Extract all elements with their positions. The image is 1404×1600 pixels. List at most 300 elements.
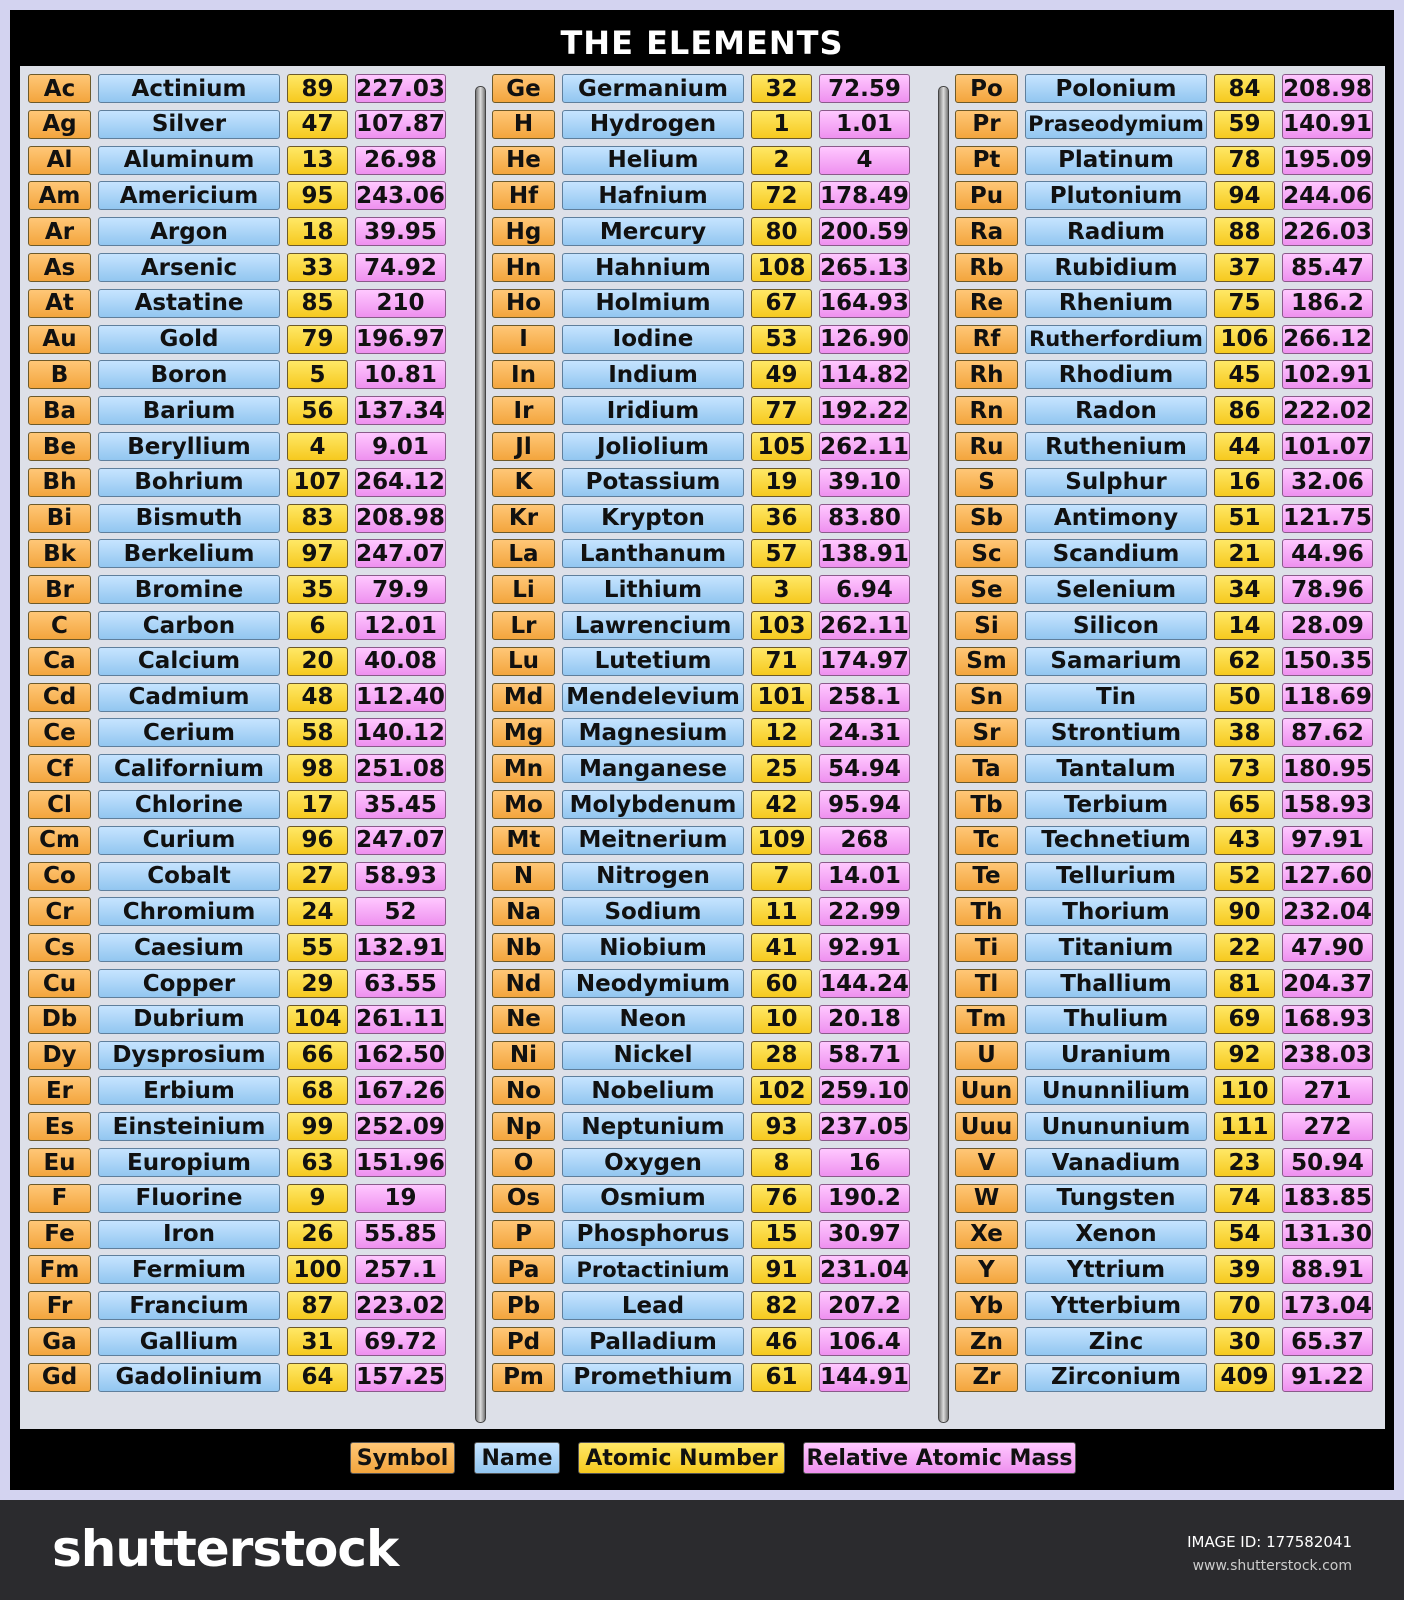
element-symbol: Co	[28, 862, 91, 891]
element-name: Potassium	[562, 468, 744, 497]
element-mass: 9.01	[355, 432, 446, 461]
element-name: Chromium	[98, 897, 280, 926]
element-mass: 85.47	[1282, 253, 1373, 282]
element-symbol: Md	[492, 683, 555, 712]
element-name: Cerium	[98, 718, 280, 747]
element-name: Neon	[562, 1005, 744, 1034]
element-name: Oxygen	[562, 1148, 744, 1177]
element-mass: 247.07	[356, 827, 445, 854]
element-name: Promethium	[562, 1363, 744, 1392]
element-name: Zirconium	[1025, 1363, 1207, 1392]
element-name: Copper	[98, 969, 280, 998]
element-mass: 151.96	[356, 1149, 445, 1176]
element-atomic-number: 68	[287, 1076, 348, 1105]
element-mass: 144.91	[820, 1364, 909, 1391]
element-symbol: Ru	[955, 432, 1018, 461]
element-mass: 1.01	[819, 110, 910, 139]
element-mass: 167.26	[356, 1077, 445, 1104]
element-name: Beryllium	[98, 432, 280, 461]
element-name: Francium	[98, 1291, 280, 1320]
element-atomic-number: 51	[1214, 504, 1275, 533]
element-atomic-number: 11	[751, 897, 812, 926]
element-mass: 164.93	[820, 290, 909, 317]
element-mass: 150.35	[1283, 648, 1372, 675]
element-atomic-number: 28	[751, 1041, 812, 1070]
element-symbol: Ar	[28, 217, 91, 246]
element-atomic-number: 36	[751, 504, 812, 533]
element-mass: 244.06	[1283, 182, 1372, 209]
element-symbol: Jl	[492, 432, 555, 461]
element-mass: 30.97	[819, 1220, 910, 1249]
element-symbol: Si	[955, 611, 1018, 640]
element-mass: 39.10	[819, 468, 910, 497]
element-mass: 55.85	[355, 1220, 446, 1249]
element-name: Fermium	[98, 1255, 280, 1284]
element-name: Curium	[98, 826, 280, 855]
element-mass: 132.91	[356, 934, 445, 961]
element-name: Bromine	[98, 575, 280, 604]
element-mass: 112.40	[356, 684, 445, 711]
element-symbol: Fr	[28, 1291, 91, 1320]
element-atomic-number: 86	[1214, 396, 1275, 425]
element-mass: 262.11	[820, 433, 909, 460]
element-atomic-number: 76	[751, 1184, 812, 1213]
element-name: Hahnium	[562, 253, 744, 282]
element-atomic-number: 85	[287, 289, 348, 318]
element-name: Astatine	[98, 289, 280, 318]
element-mass: 222.02	[1283, 397, 1372, 424]
element-atomic-number: 90	[1214, 897, 1275, 926]
element-atomic-number: 83	[287, 504, 348, 533]
element-symbol: Cd	[28, 683, 91, 712]
element-mass: 192.22	[820, 397, 909, 424]
element-atomic-number: 106	[1214, 325, 1275, 354]
element-symbol: Rh	[955, 360, 1018, 389]
element-atomic-number: 10	[751, 1005, 812, 1034]
element-name: Caesium	[98, 933, 280, 962]
element-symbol: Fe	[28, 1220, 91, 1249]
element-name: Dubrium	[98, 1005, 280, 1034]
element-atomic-number: 67	[751, 289, 812, 318]
element-name: Berkelium	[98, 539, 280, 568]
element-atomic-number: 5	[287, 360, 348, 389]
element-symbol: Nb	[492, 933, 555, 962]
element-atomic-number: 111	[1214, 1112, 1275, 1141]
element-symbol: Cf	[28, 754, 91, 783]
element-symbol: Cu	[28, 969, 91, 998]
element-symbol: Mn	[492, 754, 555, 783]
element-atomic-number: 71	[751, 647, 812, 676]
element-atomic-number: 46	[751, 1327, 812, 1356]
element-name: Neptunium	[562, 1112, 744, 1141]
element-atomic-number: 18	[287, 217, 348, 246]
element-name: Meitnerium	[562, 826, 744, 855]
element-name: Antimony	[1025, 504, 1207, 533]
element-name: Radon	[1025, 396, 1207, 425]
element-symbol: Pu	[955, 181, 1018, 210]
element-atomic-number: 47	[287, 110, 348, 139]
element-atomic-number: 58	[287, 718, 348, 747]
element-mass: 118.69	[1283, 684, 1372, 711]
element-name: Thorium	[1025, 897, 1207, 926]
element-name: Ytterbium	[1025, 1291, 1207, 1320]
element-name: Unununium	[1025, 1112, 1207, 1141]
element-symbol: Ac	[28, 74, 91, 103]
element-name: Bohrium	[98, 468, 280, 497]
element-atomic-number: 9	[287, 1184, 348, 1213]
element-symbol: Hg	[492, 217, 555, 246]
element-symbol: W	[955, 1184, 1018, 1213]
element-name: Tungsten	[1025, 1184, 1207, 1213]
element-mass: 232.04	[1283, 898, 1372, 925]
element-mass: 137.34	[356, 397, 445, 424]
element-atomic-number: 22	[1214, 933, 1275, 962]
element-name: Rutherfordium	[1025, 325, 1207, 354]
element-atomic-number: 75	[1214, 289, 1275, 318]
element-name: Nobelium	[562, 1076, 744, 1105]
legend-atomic-number: Atomic Number	[578, 1442, 785, 1474]
element-mass: 50.94	[1282, 1148, 1373, 1177]
element-name: Lanthanum	[562, 539, 744, 568]
element-name: Sulphur	[1025, 468, 1207, 497]
element-atomic-number: 97	[287, 539, 348, 568]
element-symbol: Lu	[492, 647, 555, 676]
element-mass: 28.09	[1282, 611, 1373, 640]
element-atomic-number: 61	[751, 1363, 812, 1392]
element-symbol: Cm	[28, 826, 91, 855]
element-atomic-number: 41	[751, 933, 812, 962]
element-mass: 227.03	[356, 75, 445, 102]
element-symbol: Db	[28, 1005, 91, 1034]
element-atomic-number: 30	[1214, 1327, 1275, 1356]
element-name: Calcium	[98, 647, 280, 676]
element-symbol: Mo	[492, 790, 555, 819]
element-name: Polonium	[1025, 74, 1207, 103]
element-symbol: Sc	[955, 539, 1018, 568]
element-symbol: Pb	[492, 1291, 555, 1320]
element-mass: 168.93	[1283, 1006, 1372, 1033]
element-symbol: Ba	[28, 396, 91, 425]
element-name: Neodymium	[562, 969, 744, 998]
site-url: www.shutterstock.com	[1192, 1558, 1352, 1574]
element-name: Titanium	[1025, 933, 1207, 962]
legend-symbol: Symbol	[350, 1442, 455, 1474]
element-mass: 72.59	[819, 74, 910, 103]
brand-logo: shutterstock	[52, 1520, 399, 1578]
image-id: IMAGE ID: 177582041	[1187, 1533, 1352, 1551]
element-symbol: Yb	[955, 1291, 1018, 1320]
element-mass: 121.75	[1283, 505, 1372, 532]
element-name: Ununnilium	[1025, 1076, 1207, 1105]
element-atomic-number: 27	[287, 862, 348, 891]
element-name: Americium	[98, 181, 280, 210]
element-atomic-number: 98	[287, 754, 348, 783]
element-atomic-number: 35	[287, 575, 348, 604]
element-name: Praseodymium	[1025, 110, 1207, 139]
element-mass: 195.09	[1283, 147, 1372, 174]
element-symbol: Tl	[955, 969, 1018, 998]
element-name: Lead	[562, 1291, 744, 1320]
element-atomic-number: 84	[1214, 74, 1275, 103]
element-name: Iodine	[562, 325, 744, 354]
element-symbol: Sn	[955, 683, 1018, 712]
element-symbol: La	[492, 539, 555, 568]
legend-relative-atomic-mass: Relative Atomic Mass	[803, 1442, 1076, 1474]
element-name: Magnesium	[562, 718, 744, 747]
element-atomic-number: 79	[287, 325, 348, 354]
element-mass: 65.37	[1282, 1327, 1373, 1356]
element-atomic-number: 3	[751, 575, 812, 604]
element-mass: 157.25	[356, 1364, 445, 1391]
element-atomic-number: 38	[1214, 718, 1275, 747]
element-atomic-number: 78	[1214, 146, 1275, 175]
element-mass: 63.55	[355, 969, 446, 998]
element-mass: 200.59	[820, 218, 909, 245]
element-atomic-number: 108	[751, 253, 812, 282]
element-name: Bismuth	[98, 504, 280, 533]
element-atomic-number: 409	[1214, 1363, 1275, 1392]
element-mass: 32.06	[1282, 468, 1373, 497]
element-symbol: Bh	[28, 468, 91, 497]
element-name: Niobium	[562, 933, 744, 962]
element-atomic-number: 91	[751, 1255, 812, 1284]
element-symbol: Cl	[28, 790, 91, 819]
element-name: Palladium	[562, 1327, 744, 1356]
element-mass: 190.2	[819, 1184, 910, 1213]
element-symbol: V	[955, 1148, 1018, 1177]
element-symbol: U	[955, 1041, 1018, 1070]
element-name: Iridium	[562, 396, 744, 425]
element-mass: 252.09	[356, 1113, 445, 1140]
element-name: Tin	[1025, 683, 1207, 712]
element-name: Thulium	[1025, 1005, 1207, 1034]
element-symbol: I	[492, 325, 555, 354]
element-symbol: Sm	[955, 647, 1018, 676]
element-atomic-number: 8	[751, 1148, 812, 1177]
element-mass: 47.90	[1282, 933, 1373, 962]
element-mass: 92.91	[819, 933, 910, 962]
element-mass: 10.81	[355, 360, 446, 389]
element-atomic-number: 57	[751, 539, 812, 568]
element-name: Thallium	[1025, 969, 1207, 998]
element-mass: 268	[819, 826, 910, 855]
element-atomic-number: 7	[751, 862, 812, 891]
element-symbol: In	[492, 360, 555, 389]
element-atomic-number: 54	[1214, 1220, 1275, 1249]
element-mass: 231.04	[820, 1256, 909, 1283]
element-symbol: Te	[955, 862, 1018, 891]
element-mass: 87.62	[1282, 718, 1373, 747]
element-atomic-number: 72	[751, 181, 812, 210]
element-name: Strontium	[1025, 718, 1207, 747]
element-name: Terbium	[1025, 790, 1207, 819]
element-mass: 52	[355, 897, 446, 926]
element-name: Rhenium	[1025, 289, 1207, 318]
element-mass: 58.71	[819, 1041, 910, 1070]
element-mass: 95.94	[819, 790, 910, 819]
element-atomic-number: 23	[1214, 1148, 1275, 1177]
element-name: Platinum	[1025, 146, 1207, 175]
element-name: Helium	[562, 146, 744, 175]
element-symbol: Al	[28, 146, 91, 175]
element-mass: 264.12	[356, 469, 445, 496]
element-symbol: Zr	[955, 1363, 1018, 1392]
element-name: Samarium	[1025, 647, 1207, 676]
element-symbol: Cs	[28, 933, 91, 962]
element-mass: 40.08	[355, 647, 446, 676]
element-name: Zinc	[1025, 1327, 1207, 1356]
element-atomic-number: 93	[751, 1112, 812, 1141]
element-name: Hafnium	[562, 181, 744, 210]
element-name: Fluorine	[98, 1184, 280, 1213]
element-symbol: Ne	[492, 1005, 555, 1034]
element-symbol: Fm	[28, 1255, 91, 1284]
element-atomic-number: 66	[287, 1041, 348, 1070]
element-mass: 78.96	[1282, 575, 1373, 604]
element-name: Gold	[98, 325, 280, 354]
element-name: Protactinium	[562, 1255, 744, 1284]
column-divider	[938, 86, 949, 1423]
element-symbol: Pt	[955, 146, 1018, 175]
element-mass: 26.98	[355, 146, 446, 175]
element-symbol: Gd	[28, 1363, 91, 1392]
element-atomic-number: 29	[287, 969, 348, 998]
element-mass: 106.4	[819, 1327, 910, 1356]
element-symbol: Be	[28, 432, 91, 461]
element-atomic-number: 17	[287, 790, 348, 819]
element-atomic-number: 89	[287, 74, 348, 103]
element-symbol: Pm	[492, 1363, 555, 1392]
element-symbol: Mg	[492, 718, 555, 747]
element-atomic-number: 81	[1214, 969, 1275, 998]
element-name: Nitrogen	[562, 862, 744, 891]
element-symbol: Rf	[955, 325, 1018, 354]
element-mass: 180.95	[1283, 755, 1372, 782]
element-mass: 138.91	[820, 540, 909, 567]
element-name: Holmium	[562, 289, 744, 318]
element-atomic-number: 6	[287, 611, 348, 640]
element-atomic-number: 43	[1214, 826, 1275, 855]
element-symbol: Ta	[955, 754, 1018, 783]
element-mass: 102.91	[1283, 361, 1372, 388]
element-name: Ruthenium	[1025, 432, 1207, 461]
element-mass: 140.12	[356, 719, 445, 746]
element-mass: 186.2	[1282, 289, 1373, 318]
element-atomic-number: 2	[751, 146, 812, 175]
element-name: Rubidium	[1025, 253, 1207, 282]
element-symbol: K	[492, 468, 555, 497]
element-symbol: F	[28, 1184, 91, 1213]
element-mass: 271	[1282, 1076, 1373, 1105]
element-atomic-number: 20	[287, 647, 348, 676]
elements-panel	[10, 10, 1394, 1490]
element-mass: 107.87	[356, 111, 445, 138]
element-mass: 178.49	[820, 182, 909, 209]
element-mass: 158.93	[1283, 791, 1372, 818]
element-name: Selenium	[1025, 575, 1207, 604]
element-mass: 4	[819, 146, 910, 175]
element-name: Molybdenum	[562, 790, 744, 819]
element-name: Silver	[98, 110, 280, 139]
element-name: Plutonium	[1025, 181, 1207, 210]
element-symbol: Lr	[492, 611, 555, 640]
element-symbol: Li	[492, 575, 555, 604]
element-symbol: Zn	[955, 1327, 1018, 1356]
element-mass: 6.94	[819, 575, 910, 604]
element-mass: 226.03	[1283, 218, 1372, 245]
element-mass: 16	[819, 1148, 910, 1177]
element-name: Yttrium	[1025, 1255, 1207, 1284]
element-symbol: Sb	[955, 504, 1018, 533]
element-atomic-number: 100	[287, 1255, 348, 1284]
element-name: Xenon	[1025, 1220, 1207, 1249]
element-name: Gallium	[98, 1327, 280, 1356]
element-mass: 243.06	[356, 182, 445, 209]
element-mass: 35.45	[355, 790, 446, 819]
element-atomic-number: 21	[1214, 539, 1275, 568]
element-name: Tellurium	[1025, 862, 1207, 891]
element-name: Vanadium	[1025, 1148, 1207, 1177]
element-symbol: Th	[955, 897, 1018, 926]
element-mass: 69.72	[355, 1327, 446, 1356]
element-name: Hydrogen	[562, 110, 744, 139]
element-atomic-number: 87	[287, 1291, 348, 1320]
element-atomic-number: 50	[1214, 683, 1275, 712]
element-atomic-number: 110	[1214, 1076, 1275, 1105]
element-mass: 19	[355, 1184, 446, 1213]
element-atomic-number: 39	[1214, 1255, 1275, 1284]
element-mass: 266.12	[1283, 326, 1372, 353]
element-mass: 79.9	[355, 575, 446, 604]
element-symbol: B	[28, 360, 91, 389]
element-atomic-number: 70	[1214, 1291, 1275, 1320]
element-atomic-number: 73	[1214, 754, 1275, 783]
element-symbol: Rn	[955, 396, 1018, 425]
element-symbol: Cr	[28, 897, 91, 926]
element-symbol: Hn	[492, 253, 555, 282]
element-mass: 14.01	[819, 862, 910, 891]
element-symbol: Bk	[28, 539, 91, 568]
element-mass: 83.80	[819, 504, 910, 533]
element-symbol: Ce	[28, 718, 91, 747]
element-atomic-number: 31	[287, 1327, 348, 1356]
element-symbol: Rb	[955, 253, 1018, 282]
element-mass: 24.31	[819, 718, 910, 747]
element-atomic-number: 103	[751, 611, 812, 640]
element-mass: 162.50	[356, 1042, 445, 1069]
element-atomic-number: 4	[287, 432, 348, 461]
element-atomic-number: 63	[287, 1148, 348, 1177]
element-symbol: Uun	[955, 1076, 1018, 1105]
legend-name: Name	[474, 1442, 560, 1474]
element-name: Californium	[98, 754, 280, 783]
element-mass: 131.30	[1283, 1221, 1372, 1248]
element-symbol: Ir	[492, 396, 555, 425]
elements-table	[20, 66, 1385, 1429]
element-symbol: Mt	[492, 826, 555, 855]
element-name: Rhodium	[1025, 360, 1207, 389]
element-name: Gadolinium	[98, 1363, 280, 1392]
element-symbol: Ga	[28, 1327, 91, 1356]
element-mass: 101.07	[1283, 433, 1372, 460]
element-mass: 58.93	[355, 862, 446, 891]
element-atomic-number: 34	[1214, 575, 1275, 604]
element-symbol: S	[955, 468, 1018, 497]
element-atomic-number: 74	[1214, 1184, 1275, 1213]
element-atomic-number: 107	[287, 468, 348, 497]
element-symbol: Ho	[492, 289, 555, 318]
element-mass: 259.10	[820, 1077, 909, 1104]
